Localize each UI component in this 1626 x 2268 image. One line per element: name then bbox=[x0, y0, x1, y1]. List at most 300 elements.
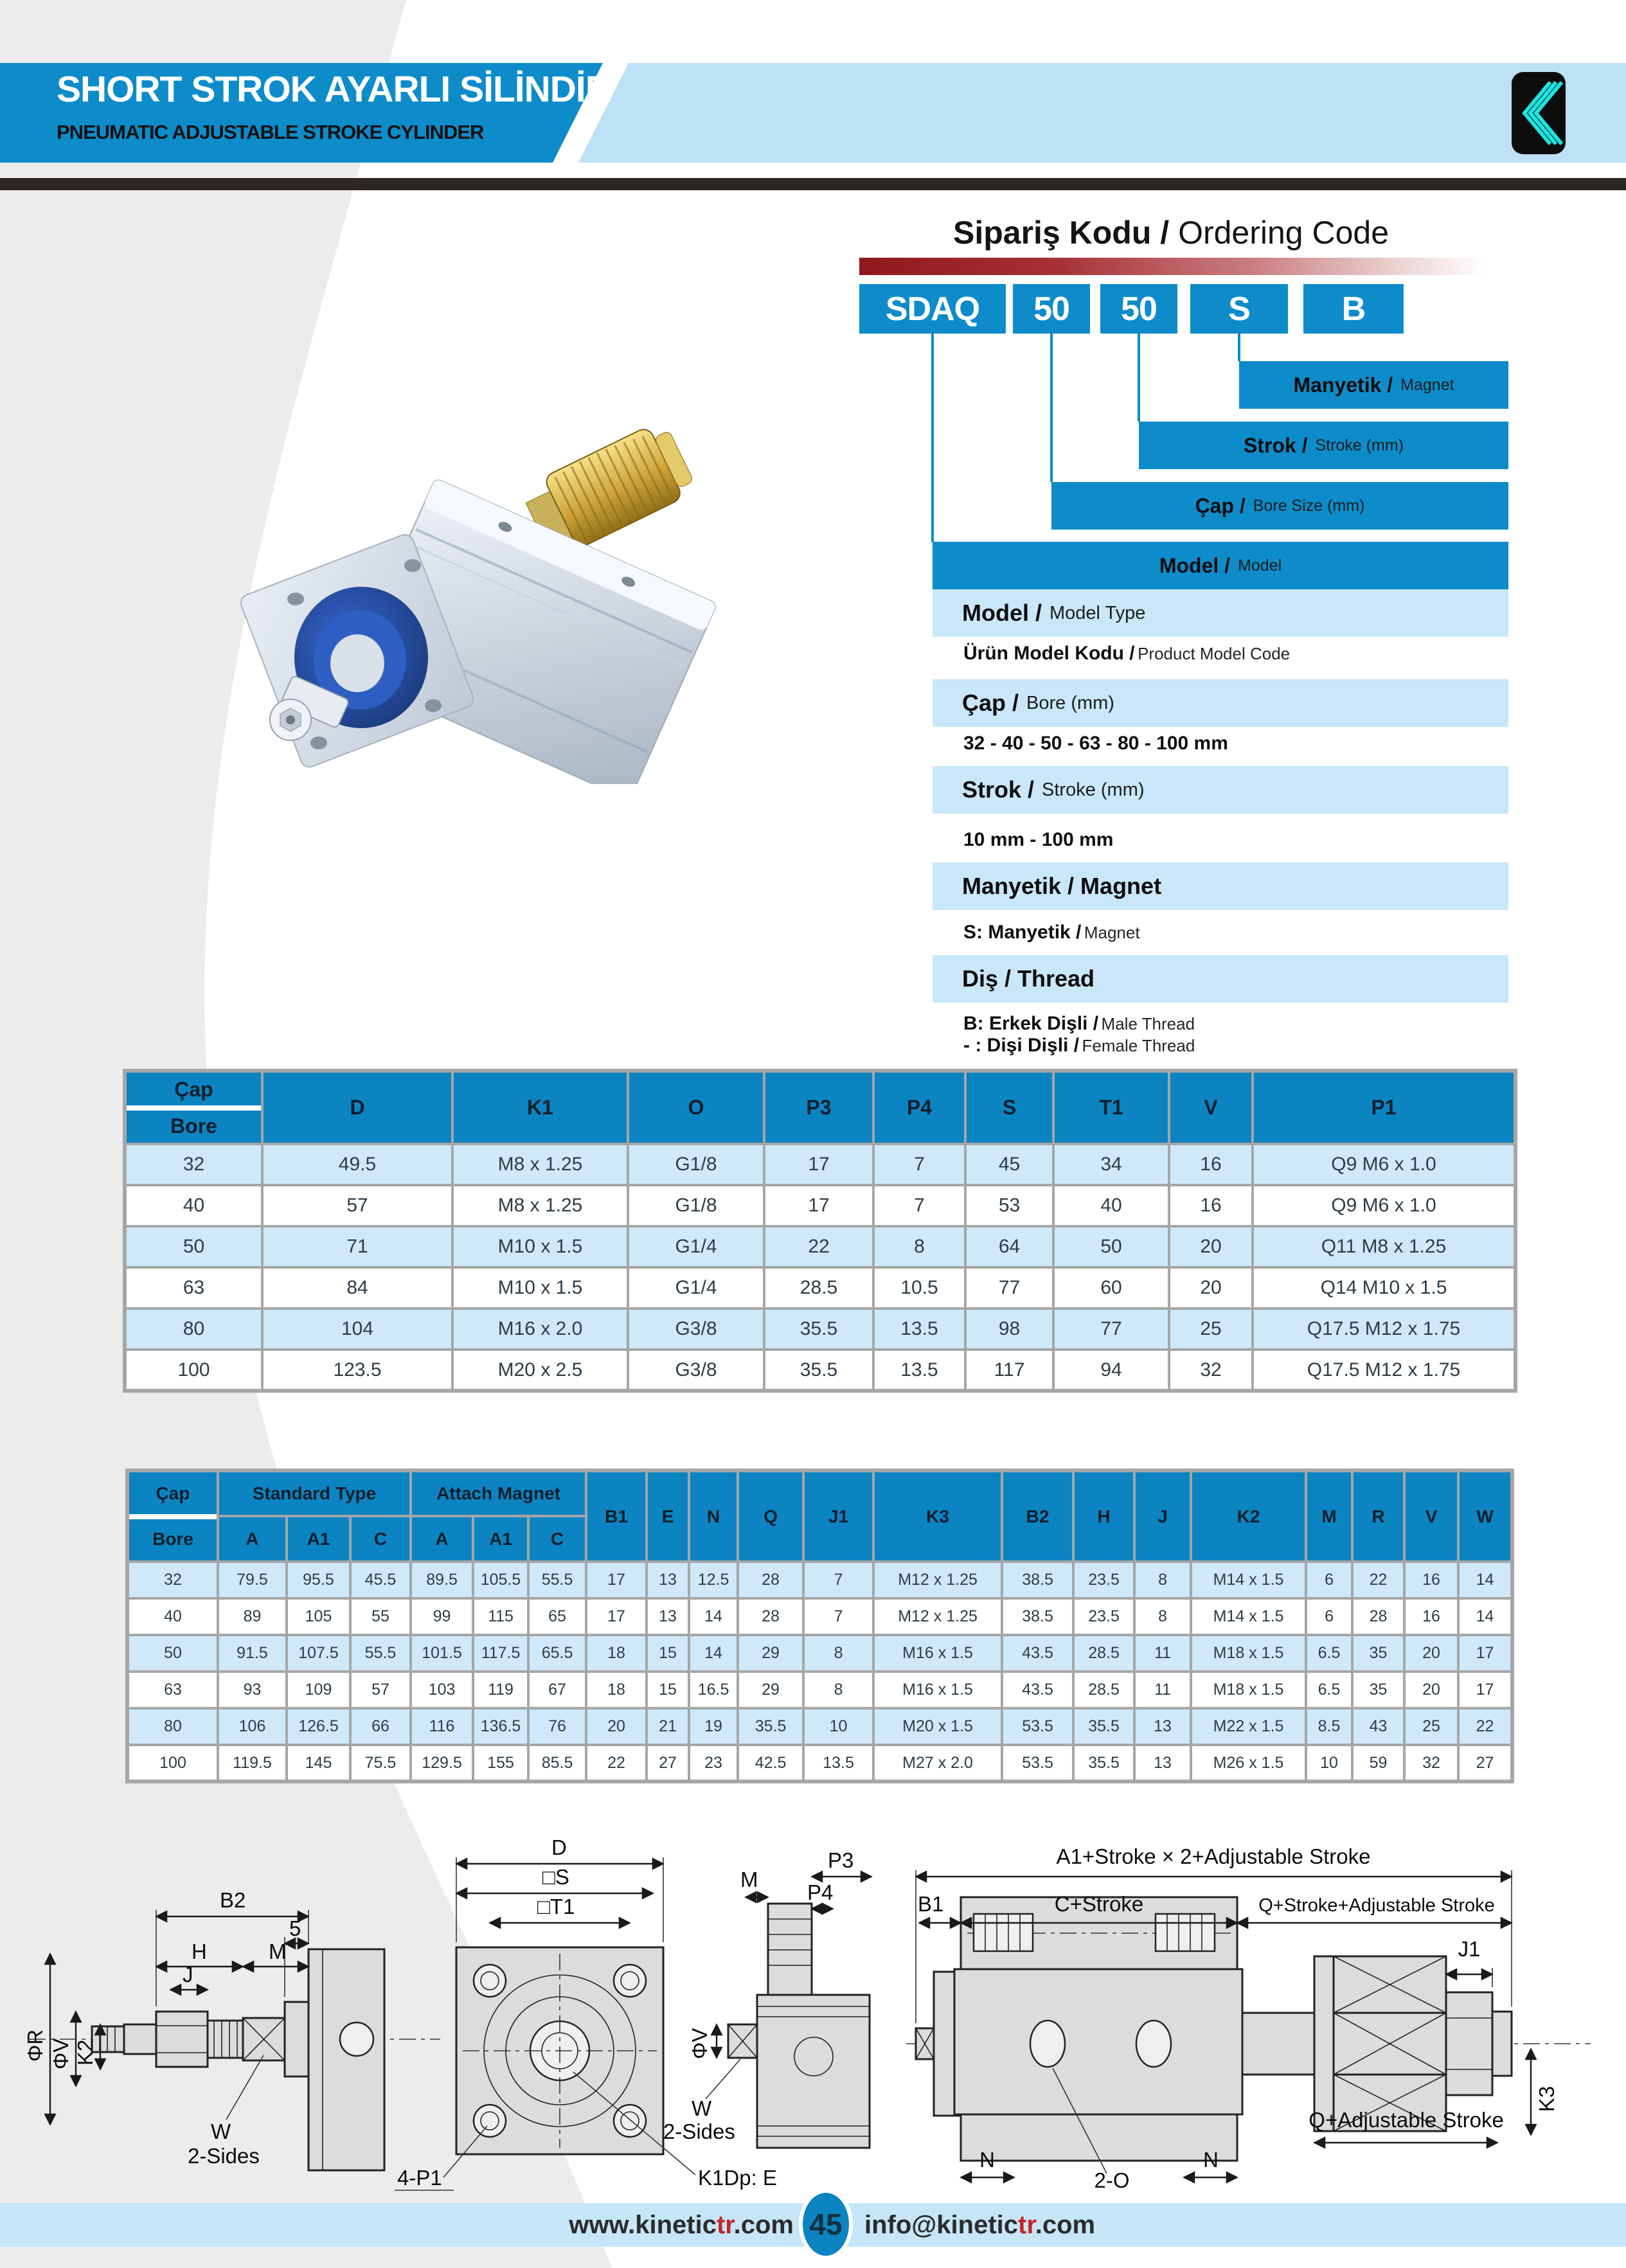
column-header: B1 bbox=[586, 1470, 647, 1562]
table-cell: 14 bbox=[689, 1635, 738, 1672]
table-cell: M20 x 2.5 bbox=[452, 1350, 628, 1391]
table-cell: 136.5 bbox=[473, 1708, 528, 1745]
tree-bar-sublabel: Stroke (mm) bbox=[1315, 436, 1404, 454]
tree-bar-label: Çap / bbox=[1195, 494, 1246, 517]
table-cell: 6.5 bbox=[1306, 1672, 1352, 1708]
dim-label-2sides: 2-Sides bbox=[188, 2144, 260, 2168]
info-note bbox=[963, 829, 1113, 851]
table-cell: 7 bbox=[873, 1185, 965, 1226]
column-header: J bbox=[1134, 1470, 1191, 1562]
table-cell: 15 bbox=[647, 1635, 689, 1672]
table-cell: 8.5 bbox=[1306, 1708, 1352, 1745]
table-cell: 20 bbox=[1169, 1267, 1253, 1308]
table-cell: 40 bbox=[1053, 1185, 1169, 1226]
footer-website bbox=[566, 2211, 794, 2240]
column-header: V bbox=[1404, 1470, 1458, 1562]
table-row bbox=[125, 1185, 1515, 1226]
table-cell: 20 bbox=[1404, 1635, 1458, 1672]
column-header-part: Bore bbox=[152, 1529, 193, 1549]
info-note bbox=[963, 643, 1290, 665]
table-cell: 7 bbox=[873, 1144, 965, 1185]
table-cell: 60 bbox=[1053, 1267, 1169, 1308]
table-cell: 16 bbox=[1169, 1185, 1253, 1226]
table-cell: 55.5 bbox=[528, 1562, 586, 1598]
table-row bbox=[125, 1144, 1515, 1185]
diagram-assembly-view bbox=[906, 1844, 1591, 2192]
table-cell: 38.5 bbox=[1002, 1562, 1073, 1598]
table-row bbox=[127, 1708, 1512, 1745]
table-row bbox=[127, 1672, 1512, 1708]
tree-bar-model bbox=[933, 542, 1508, 589]
column-header: W bbox=[1458, 1470, 1512, 1562]
table-row bbox=[127, 1745, 1512, 1781]
table-cell: 57 bbox=[262, 1185, 452, 1226]
note-light: Male Thread bbox=[1101, 1014, 1195, 1033]
column-header-part: Çap bbox=[156, 1483, 190, 1503]
table-cell: 16 bbox=[1404, 1562, 1458, 1598]
dim-label-k3: K3 bbox=[1535, 2085, 1559, 2112]
table-cell: 17 bbox=[764, 1144, 873, 1185]
table-cell: 80 bbox=[125, 1308, 262, 1350]
table-cell: 35.5 bbox=[738, 1708, 803, 1745]
table-cell: 155 bbox=[473, 1745, 528, 1781]
table-cell: 59 bbox=[1352, 1745, 1404, 1781]
tree-bar-label: Strok / bbox=[1243, 433, 1308, 457]
table-cell: 28 bbox=[1352, 1598, 1404, 1635]
table-cell: 28 bbox=[738, 1598, 803, 1635]
table-cell: 55.5 bbox=[350, 1635, 411, 1672]
table-cell: 105 bbox=[287, 1598, 350, 1635]
dim-label-m: M bbox=[269, 1940, 287, 1963]
table-cell: M16 x 2.0 bbox=[452, 1308, 628, 1350]
table-cell: 100 bbox=[125, 1350, 262, 1391]
info-bar-stroke bbox=[933, 766, 1508, 814]
table-cell: 57 bbox=[350, 1672, 411, 1708]
table-cell: 8 bbox=[1134, 1562, 1191, 1598]
heading-turkish: Sipariş Kodu / bbox=[953, 215, 1170, 251]
table-cell: M12 x 1.25 bbox=[873, 1562, 1002, 1598]
table-cell: 13 bbox=[1134, 1745, 1191, 1781]
connector-line bbox=[1238, 334, 1240, 361]
table-cell: 25 bbox=[1169, 1308, 1253, 1350]
table-cell: 17 bbox=[764, 1185, 873, 1226]
dim-label-k2: K2 bbox=[73, 2039, 97, 2066]
info-bar-bore bbox=[933, 679, 1508, 727]
table-cell: G3/8 bbox=[628, 1350, 764, 1391]
product-photo bbox=[193, 347, 746, 784]
table-cell: M16 x 1.5 bbox=[873, 1672, 1002, 1708]
table-cell: G1/8 bbox=[628, 1144, 764, 1185]
table-cell: 22 bbox=[764, 1226, 873, 1267]
table-cell: Q14 M10 x 1.5 bbox=[1253, 1267, 1515, 1308]
dim-label-b1: B1 bbox=[918, 1892, 944, 1916]
table-cell: 28.5 bbox=[1073, 1635, 1134, 1672]
table-cell: 10 bbox=[1306, 1745, 1352, 1781]
screw-hole bbox=[425, 699, 442, 712]
info-bar-label: Çap / bbox=[962, 690, 1019, 716]
info-bar-label: Strok / bbox=[962, 776, 1035, 803]
table-cell: 71 bbox=[262, 1226, 452, 1267]
table-cell: 94 bbox=[1053, 1350, 1169, 1391]
table-cell: 77 bbox=[1053, 1308, 1169, 1350]
column-header: M bbox=[1306, 1470, 1352, 1562]
table-cell: 55 bbox=[350, 1598, 411, 1635]
table-row bbox=[125, 1267, 1515, 1308]
connector-line bbox=[1138, 334, 1140, 422]
table-cell: Q11 M8 x 1.25 bbox=[1253, 1226, 1515, 1267]
table-cell: 76 bbox=[528, 1708, 586, 1745]
dim-label-n: N bbox=[979, 2148, 995, 2172]
dim-label-phi-v: ΦV bbox=[688, 2028, 711, 2059]
table-cell: 79.5 bbox=[218, 1562, 287, 1598]
dim-label-w: W bbox=[211, 2120, 231, 2143]
dim-label-q-adjustable: Q+Adjustable Stroke bbox=[1309, 2108, 1504, 2132]
table-cell: 25 bbox=[1404, 1708, 1458, 1745]
table-cell: 50 bbox=[1053, 1226, 1169, 1267]
connector-line bbox=[931, 334, 934, 542]
table-cell: Q17.5 M12 x 1.75 bbox=[1253, 1308, 1515, 1350]
table-cell: 17 bbox=[1458, 1672, 1512, 1708]
table-cell: 16 bbox=[1404, 1598, 1458, 1635]
column-header-part: Bore bbox=[170, 1114, 217, 1138]
table-cell: 85.5 bbox=[528, 1745, 586, 1781]
table-cell: 64 bbox=[965, 1226, 1053, 1267]
dim-label-k1dp: K1Dp: E bbox=[698, 2166, 777, 2190]
table-cell: 42.5 bbox=[738, 1745, 803, 1781]
column-header-part bbox=[129, 1514, 217, 1519]
table-cell: 10 bbox=[803, 1708, 873, 1745]
column-header-part bbox=[127, 1105, 261, 1111]
info-bar-label: Manyetik / Magnet bbox=[962, 873, 1162, 899]
table-row bbox=[125, 1226, 1515, 1267]
diagram-rod-end-view bbox=[23, 1888, 440, 2170]
note-bold: Ürün Model Kodu / bbox=[963, 643, 1135, 664]
table-cell: 13 bbox=[647, 1562, 689, 1598]
table-cell: 15 bbox=[647, 1672, 689, 1708]
table-cell: 28 bbox=[738, 1562, 803, 1598]
column-header: D bbox=[262, 1071, 452, 1144]
column-header: O bbox=[628, 1071, 764, 1144]
technical-drawings bbox=[19, 1799, 1607, 2198]
table-cell: 116 bbox=[411, 1708, 473, 1745]
column-header: J1 bbox=[803, 1470, 873, 1562]
table-cell: 63 bbox=[125, 1267, 262, 1308]
info-bar-thread bbox=[933, 955, 1508, 1003]
table-cell: 8 bbox=[873, 1226, 965, 1267]
table-cell: 129.5 bbox=[411, 1745, 473, 1781]
table-cell: 84 bbox=[262, 1267, 452, 1308]
table-cell: 93 bbox=[218, 1672, 287, 1708]
dim-label-b2: B2 bbox=[220, 1888, 246, 1912]
table-cell: M27 x 2.0 bbox=[873, 1745, 1002, 1781]
table-cell: 32 bbox=[1169, 1350, 1253, 1391]
table-cell: 10.5 bbox=[873, 1267, 965, 1308]
dim-label-m: M bbox=[740, 1868, 758, 1891]
table-cell: 105.5 bbox=[473, 1562, 528, 1598]
table-row bbox=[125, 1308, 1515, 1350]
screw-hole bbox=[287, 593, 304, 605]
page-number-badge bbox=[799, 2189, 853, 2260]
footer-email bbox=[864, 2211, 1095, 2240]
table-cell: 13.5 bbox=[873, 1350, 965, 1391]
table-cell: 35 bbox=[1352, 1672, 1404, 1708]
table-cell: 35.5 bbox=[764, 1350, 873, 1391]
table-cell: M20 x 1.5 bbox=[873, 1708, 1002, 1745]
table-cell: 80 bbox=[127, 1708, 218, 1745]
note-bold: B: Erkek Dişli / bbox=[963, 1013, 1099, 1034]
tree-bar-label: Model / bbox=[1159, 553, 1231, 577]
note-light: Female Thread bbox=[1082, 1036, 1195, 1055]
table-row bbox=[127, 1598, 1512, 1635]
dim-label-5: 5 bbox=[289, 1916, 301, 1940]
table-cell: 75.5 bbox=[350, 1745, 411, 1781]
column-header: K3 bbox=[873, 1470, 1002, 1562]
table-cell: 20 bbox=[586, 1708, 647, 1745]
table-cell: 66 bbox=[350, 1708, 411, 1745]
dim-label-h: H bbox=[192, 1940, 207, 1963]
dimension-table-detail bbox=[125, 1469, 1514, 1783]
info-bar-label: Diş / Thread bbox=[962, 965, 1095, 992]
info-bar-magnet bbox=[933, 862, 1508, 910]
ordering-code-box-bore: 50 bbox=[1013, 284, 1090, 334]
info-note bbox=[963, 733, 1228, 755]
ordering-code-box-magnet: S bbox=[1190, 284, 1288, 334]
table-cell: M8 x 1.25 bbox=[452, 1185, 628, 1226]
dim-label-p3: P3 bbox=[828, 1848, 854, 1872]
table-cell: 119.5 bbox=[218, 1745, 287, 1781]
column-subheader: C bbox=[528, 1516, 586, 1562]
table-cell: 32 bbox=[1404, 1745, 1458, 1781]
table-cell: M8 x 1.25 bbox=[452, 1144, 628, 1185]
header-light-band bbox=[578, 63, 1626, 163]
table-cell: 12.5 bbox=[689, 1562, 738, 1598]
table-cell: 20 bbox=[1404, 1672, 1458, 1708]
table-cell: 101.5 bbox=[411, 1635, 473, 1672]
table-cell: 8 bbox=[803, 1672, 873, 1708]
dim-label-j: J bbox=[183, 1963, 193, 1987]
mail-text: .com bbox=[1035, 2211, 1096, 2239]
dim-label-w: W bbox=[692, 2096, 712, 2120]
table-cell: 34 bbox=[1053, 1144, 1169, 1185]
table-cell: 53 bbox=[965, 1185, 1053, 1226]
table-cell: M12 x 1.25 bbox=[873, 1598, 1002, 1635]
column-header: E bbox=[647, 1470, 689, 1562]
table-cell: 53.5 bbox=[1002, 1708, 1073, 1745]
dim-label-2o: 2-O bbox=[1094, 2168, 1130, 2192]
table-cell: 13.5 bbox=[803, 1745, 873, 1781]
table-cell: M14 x 1.5 bbox=[1191, 1598, 1306, 1635]
table-cell: 17 bbox=[586, 1562, 647, 1598]
table-cell: 45 bbox=[965, 1144, 1053, 1185]
heading-english: Ordering Code bbox=[1169, 215, 1389, 251]
table-cell: Q9 M6 x 1.0 bbox=[1253, 1185, 1515, 1226]
ordering-code-box-model: SDAQ bbox=[859, 284, 1006, 334]
table-row bbox=[127, 1562, 1512, 1598]
table-cell: 40 bbox=[127, 1598, 218, 1635]
table-cell: 89.5 bbox=[411, 1562, 473, 1598]
table-cell: 16.5 bbox=[689, 1672, 738, 1708]
table-cell: M16 x 1.5 bbox=[873, 1635, 1002, 1672]
column-header: P3 bbox=[764, 1071, 873, 1144]
table-cell: 13.5 bbox=[873, 1308, 965, 1350]
table-cell: 63 bbox=[127, 1672, 218, 1708]
table-cell: 13 bbox=[647, 1598, 689, 1635]
table-cell: 28.5 bbox=[1073, 1672, 1134, 1708]
table-cell: 29 bbox=[738, 1672, 803, 1708]
table-cell: 40 bbox=[125, 1185, 262, 1226]
table-cell: M18 x 1.5 bbox=[1191, 1635, 1306, 1672]
tree-bar-magnet bbox=[1239, 361, 1508, 409]
table-cell: 6 bbox=[1306, 1598, 1352, 1635]
table-cell: 27 bbox=[647, 1745, 689, 1781]
table-cell: 49.5 bbox=[262, 1144, 452, 1185]
table-cell: 23 bbox=[689, 1745, 738, 1781]
dim-label-s: □S bbox=[542, 1865, 569, 1889]
table-cell: 18 bbox=[586, 1635, 647, 1672]
note-bold: 32 - 40 - 50 - 63 - 80 - 100 mm bbox=[963, 733, 1228, 754]
table-cell: 14 bbox=[1458, 1562, 1512, 1598]
table-cell: 109 bbox=[287, 1672, 350, 1708]
table-cell: 43.5 bbox=[1002, 1635, 1073, 1672]
table-cell: M14 x 1.5 bbox=[1191, 1562, 1306, 1598]
table-cell: 16 bbox=[1169, 1144, 1253, 1185]
table-cell: M26 x 1.5 bbox=[1191, 1745, 1306, 1781]
table-cell: 107.5 bbox=[287, 1635, 350, 1672]
table-cell: 28.5 bbox=[764, 1267, 873, 1308]
column-subheader: A bbox=[411, 1516, 473, 1562]
table-cell: 6 bbox=[1306, 1562, 1352, 1598]
section-heading bbox=[953, 214, 1389, 251]
table-cell: 22 bbox=[1458, 1708, 1512, 1745]
column-header: N bbox=[689, 1470, 738, 1562]
table-cell: 35.5 bbox=[1073, 1745, 1134, 1781]
note-bold: S: Manyetik / bbox=[963, 922, 1082, 943]
table-cell: 98 bbox=[965, 1308, 1053, 1350]
tree-bar-sublabel: Model bbox=[1238, 556, 1282, 575]
dim-label-d: D bbox=[551, 1835, 567, 1859]
screw-hole bbox=[404, 559, 421, 572]
table-cell: 67 bbox=[528, 1672, 586, 1708]
dimension-table-main bbox=[123, 1069, 1517, 1393]
table-cell: G3/8 bbox=[628, 1308, 764, 1350]
note-bold: 10 mm - 100 mm bbox=[963, 829, 1114, 850]
table-cell: 7 bbox=[803, 1598, 873, 1635]
table-cell: 23.5 bbox=[1073, 1598, 1134, 1635]
table-cell: 126.5 bbox=[287, 1708, 350, 1745]
table-cell: 32 bbox=[125, 1144, 262, 1185]
column-header: R bbox=[1352, 1470, 1404, 1562]
info-note bbox=[963, 1013, 1195, 1035]
info-note bbox=[963, 922, 1140, 943]
note-light: Magnet bbox=[1084, 923, 1140, 942]
site-accent: tr bbox=[716, 2211, 734, 2239]
info-bar-label: Model / bbox=[962, 600, 1042, 626]
table-cell: 14 bbox=[689, 1598, 738, 1635]
table-cell: 43 bbox=[1352, 1708, 1404, 1745]
column-header: Q bbox=[738, 1470, 803, 1562]
tree-bar-label: Manyetik / bbox=[1293, 373, 1393, 397]
table-cell: 14 bbox=[1458, 1598, 1512, 1635]
info-bar-model bbox=[933, 589, 1508, 637]
table-cell: 11 bbox=[1134, 1672, 1191, 1708]
table-cell: 65 bbox=[528, 1598, 586, 1635]
diagram-section-view bbox=[663, 1848, 871, 2148]
table-cell: M18 x 1.5 bbox=[1191, 1672, 1306, 1708]
dim-label-n: N bbox=[1203, 2148, 1219, 2172]
tree-bar-sublabel: Bore Size (mm) bbox=[1253, 496, 1365, 515]
table-cell: 117.5 bbox=[473, 1635, 528, 1672]
column-subheader: A bbox=[218, 1516, 287, 1562]
tree-bar-stroke bbox=[1139, 422, 1508, 469]
table-cell: 50 bbox=[125, 1226, 262, 1267]
tree-bar-bore bbox=[1051, 482, 1508, 530]
column-header: B2 bbox=[1002, 1470, 1073, 1562]
table-cell: 53.5 bbox=[1002, 1745, 1073, 1781]
table-cell: M10 x 1.5 bbox=[452, 1226, 628, 1267]
table-cell: 35.5 bbox=[1073, 1708, 1134, 1745]
page-title: SHORT STROK AYARLI SİLİNDİR bbox=[57, 69, 611, 110]
page-subtitle: PNEUMATIC ADJUSTABLE STROKE CYLINDER bbox=[57, 121, 484, 143]
table-cell: M22 x 1.5 bbox=[1191, 1708, 1306, 1745]
table-cell: 35.5 bbox=[764, 1308, 873, 1350]
table-cell: G1/4 bbox=[628, 1267, 764, 1308]
table-cell: 17 bbox=[1458, 1635, 1512, 1672]
info-note bbox=[963, 1035, 1195, 1057]
column-header: T1 bbox=[1053, 1071, 1169, 1144]
table-cell: 99 bbox=[411, 1598, 473, 1635]
table-cell: Q17.5 M12 x 1.75 bbox=[1253, 1350, 1515, 1391]
table-cell: 22 bbox=[1352, 1562, 1404, 1598]
dim-label-phi-r: ΦR bbox=[23, 2029, 47, 2062]
column-header: K2 bbox=[1191, 1470, 1306, 1562]
table-cell: 7 bbox=[803, 1562, 873, 1598]
column-header: H bbox=[1073, 1470, 1134, 1562]
mail-text: info@kinetic bbox=[864, 2211, 1019, 2239]
dim-label-q-stroke: Q+Stroke+Adjustable Stroke bbox=[1258, 1895, 1495, 1916]
table-cell: 38.5 bbox=[1002, 1598, 1073, 1635]
table-cell: 50 bbox=[127, 1635, 218, 1672]
site-text: www.kinetic bbox=[569, 2211, 717, 2239]
table-cell: 22 bbox=[586, 1745, 647, 1781]
column-header: K1 bbox=[452, 1071, 628, 1144]
table-cell: 123.5 bbox=[262, 1350, 452, 1391]
ordering-code-box-stroke: 50 bbox=[1100, 284, 1177, 334]
table-cell: 32 bbox=[127, 1562, 218, 1598]
screw-hole bbox=[310, 737, 327, 749]
table-cell: 11 bbox=[1134, 1635, 1191, 1672]
table-cell: 17 bbox=[586, 1598, 647, 1635]
column-header: P1 bbox=[1253, 1071, 1515, 1144]
red-gradient-rule bbox=[859, 258, 1507, 275]
table-cell: 20 bbox=[1169, 1226, 1253, 1267]
table-cell: 91.5 bbox=[218, 1635, 287, 1672]
note-light: Product Model Code bbox=[1138, 644, 1291, 663]
dim-label-t1: □T1 bbox=[537, 1895, 575, 1918]
column-subheader: C bbox=[350, 1516, 411, 1562]
tree-bar-sublabel: Magnet bbox=[1400, 375, 1454, 394]
table-cell: 103 bbox=[411, 1672, 473, 1708]
table-cell: 35 bbox=[1352, 1635, 1404, 1672]
mail-accent: tr bbox=[1018, 2211, 1035, 2239]
info-bar-sublabel: Bore (mm) bbox=[1026, 692, 1114, 713]
table-cell: 145 bbox=[287, 1745, 350, 1781]
column-subheader: A1 bbox=[473, 1516, 528, 1562]
column-header: Attach Magnet bbox=[411, 1470, 586, 1516]
table-cell: 6.5 bbox=[1306, 1635, 1352, 1672]
dim-label-2sides: 2-Sides bbox=[663, 2120, 735, 2143]
table-cell: 45.5 bbox=[350, 1562, 411, 1598]
table-cell: Q9 M6 x 1.0 bbox=[1253, 1144, 1515, 1185]
